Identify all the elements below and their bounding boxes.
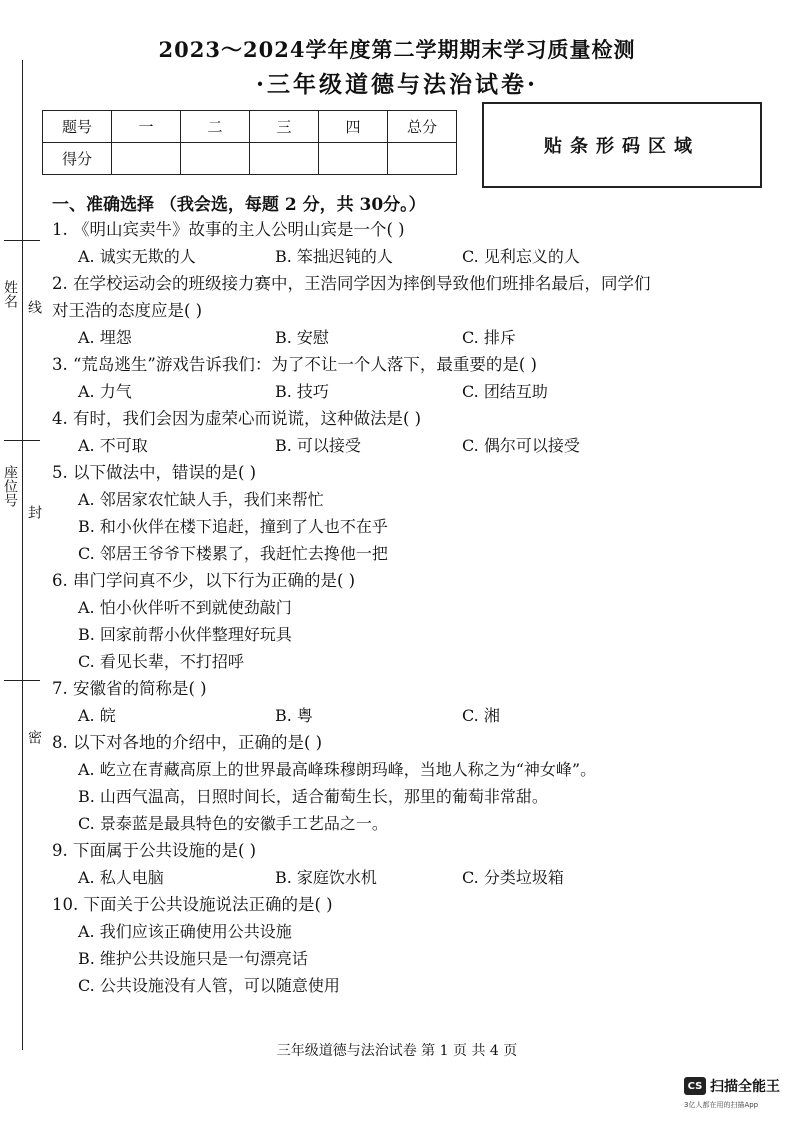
answer-option: B. 维护公共设施只是一句漂亮话 — [78, 949, 308, 968]
score-cell: 二 — [181, 111, 250, 143]
score-table-score-row — [43, 143, 457, 175]
score-cell: 得分 — [43, 143, 112, 175]
answer-option: C. 景泰蓝是最具特色的安徽手工艺品之一。 — [78, 814, 388, 833]
answer-option: B. 技巧 — [275, 382, 329, 401]
barcode-area: 贴条形码区域 — [482, 102, 762, 188]
answer-option: C. 偶尔可以接受 — [462, 436, 580, 455]
question-stem: 3. “荒岛逃生”游戏告诉我们：为了不让一个人落下，最重要的是( ) — [52, 355, 537, 374]
answer-option: C. 见利忘义的人 — [462, 247, 580, 266]
name-underline — [4, 240, 40, 241]
score-entry[interactable] — [181, 143, 250, 175]
score-cell: 三 — [250, 111, 319, 143]
answer-option: A. 怕小伙伴听不到就使劲敲门 — [78, 598, 292, 617]
answer-option: B. 回家前帮小伙伴整理好玩具 — [78, 625, 292, 644]
question-stem: 4. 有时，我们会因为虚荣心而说谎，这种做法是( ) — [52, 409, 422, 428]
score-table — [42, 110, 457, 175]
answer-option: B. 粤 — [275, 706, 313, 725]
answer-option: A. 我们应该正确使用公共设施 — [78, 922, 292, 941]
exam-title: 2023～2024学年度第二学期期末学习质量检测 — [158, 37, 636, 62]
answer-option: B. 笨拙迟钝的人 — [275, 247, 393, 266]
answer-option: C. 团结互助 — [462, 382, 548, 401]
margin-seal-label: 封 — [26, 505, 42, 519]
answer-option: A. 私人电脑 — [78, 868, 164, 887]
answer-option: C. 看见长辈，不打招呼 — [78, 652, 244, 671]
answer-option: B. 家庭饮水机 — [275, 868, 377, 887]
answer-option: C. 排斥 — [462, 328, 516, 347]
score-entry[interactable] — [250, 143, 319, 175]
answer-option: A. 力气 — [78, 382, 132, 401]
exam-subtitle: ·三年级道德与法治试卷· — [255, 71, 538, 98]
question-stem: 5. 以下做法中，错误的是( ) — [52, 463, 257, 482]
answer-option: C. 湘 — [462, 706, 500, 725]
answer-option: B. 可以接受 — [275, 436, 361, 455]
scanner-logo-icon: CS — [684, 1077, 706, 1095]
answer-option: A. 屹立在青藏高原上的世界最高峰珠穆朗玛峰，当地人称之为“神女峰”。 — [78, 760, 597, 779]
margin-dash — [4, 680, 40, 681]
binding-line — [22, 60, 23, 1050]
seat-underline — [4, 440, 40, 441]
answer-option: C. 公共设施没有人管，可以随意使用 — [78, 976, 340, 995]
scanner-tagline: 3亿人都在用的扫描App — [684, 1101, 759, 1109]
question-stem: 6. 串门学问真不少，以下行为正确的是( ) — [52, 571, 356, 590]
question-stem: 8. 以下对各地的介绍中，正确的是( ) — [52, 733, 323, 752]
question-stem: 10. 下面关于公共设施说法正确的是( ) — [52, 895, 333, 914]
score-cell: 题号 — [43, 111, 112, 143]
scanner-name: 扫描全能王 — [710, 1079, 780, 1095]
answer-option: A. 埋怨 — [78, 328, 132, 347]
margin-secret-label: 密 — [26, 730, 42, 744]
score-cell: 一 — [112, 111, 181, 143]
answer-option: A. 邻居家农忙缺人手，我们来帮忙 — [78, 490, 324, 509]
margin-line-label: 线 — [26, 300, 42, 314]
answer-option: A. 不可取 — [78, 436, 148, 455]
question-stem: 2. 在学校运动会的班级接力赛中，王浩同学因为摔倒导致他们班排名最后，同学们 — [52, 274, 651, 293]
answer-option: C. 分类垃圾箱 — [462, 868, 564, 887]
section-heading: 一、准确选择 （我会选，每题 2 分，共 30分。） — [52, 195, 426, 215]
question-stem: 9. 下面属于公共设施的是( ) — [52, 841, 257, 860]
answer-option: B. 安慰 — [275, 328, 329, 347]
score-cell: 四 — [319, 111, 388, 143]
question-stem: 1. 《明山宾卖牛》故事的主人公明山宾是一个( ) — [52, 220, 405, 239]
scanner-watermark — [684, 1076, 780, 1096]
score-table-header-row — [43, 111, 457, 143]
answer-option: A. 皖 — [78, 706, 116, 725]
answer-option: C. 邻居王爷爷下楼累了，我赶忙去搀他一把 — [78, 544, 388, 563]
answer-option: A. 诚实无欺的人 — [78, 247, 196, 266]
score-entry[interactable] — [388, 143, 457, 175]
margin-seat-label: 座位号 — [2, 465, 18, 507]
score-cell: 总分 — [388, 111, 457, 143]
question-stem: 7. 安徽省的简称是( ) — [52, 679, 207, 698]
score-entry[interactable] — [112, 143, 181, 175]
answer-option: B. 山西气温高，日照时间长，适合葡萄生长，那里的葡萄非常甜。 — [78, 787, 548, 806]
margin-name-label: 姓名 — [2, 280, 18, 308]
question-stem-continued: 对王浩的态度应是( ) — [52, 301, 203, 320]
page-footer: 三年级道德与法治试卷 第 1 页 共 4 页 — [276, 1043, 518, 1059]
answer-option: B. 和小伙伴在楼下追赶，撞到了人也不在乎 — [78, 517, 388, 536]
score-entry[interactable] — [319, 143, 388, 175]
